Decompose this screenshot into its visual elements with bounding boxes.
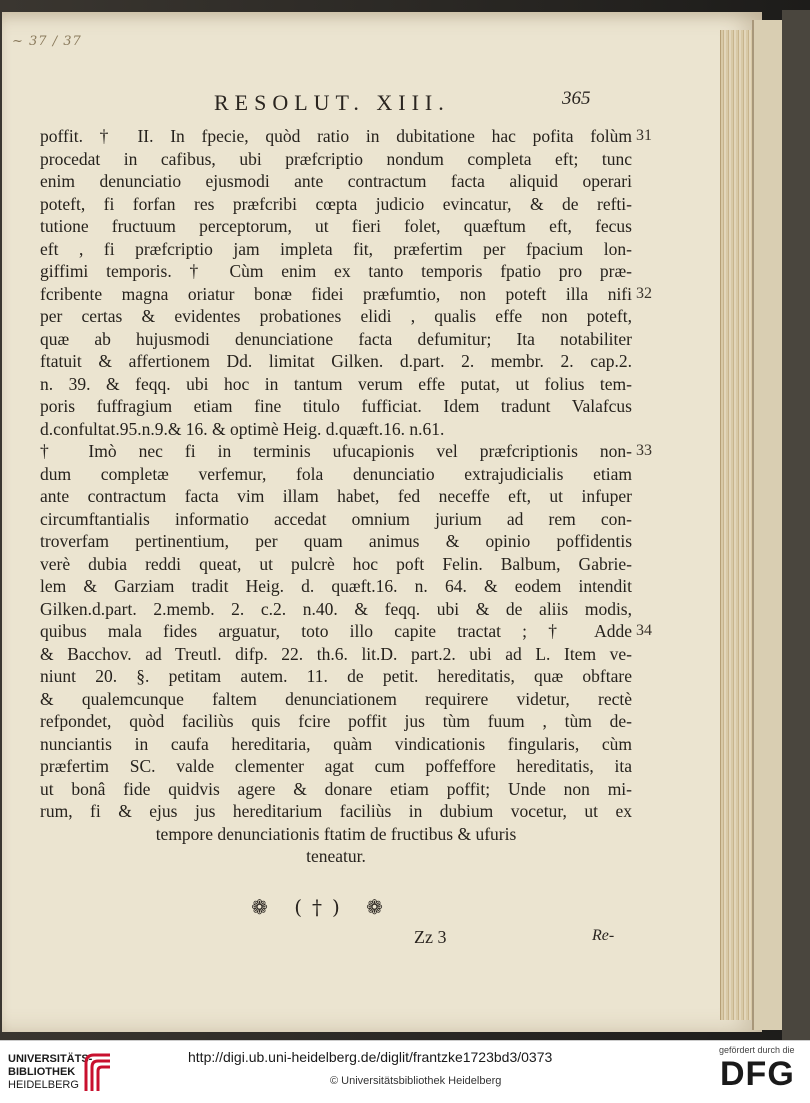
scan-background: [782, 10, 810, 1040]
margin-number: 31: [636, 127, 652, 144]
library-emblem-icon: [82, 1051, 114, 1093]
text-line: dum completæ verfemur, fola denunciatio extrajudicialis etiam: [40, 463, 632, 484]
ornament: ❁ (†) ❁: [251, 895, 393, 919]
book-cover-edge: [752, 20, 784, 1030]
text-line: fcribente magna oriatur bonæ fidei præfumtio, non poteft illa nifi: [40, 283, 632, 304]
text-line: quæ ab hujusmodi denunciatione facta defumitur; Ita notabiliter: [40, 328, 632, 349]
viewer-footer: [0, 1040, 810, 1103]
margin-number: 32: [636, 284, 652, 302]
text-line: tempore denunciationis ftatim de fructibus & ufuris: [155, 823, 517, 844]
text-line: enim denunciatio ejusmodi ante contractum facta aliquid operari: [40, 171, 632, 191]
margin-number: 33: [636, 442, 652, 459]
corner-handwriting: ~ 37 / 37: [12, 34, 82, 49]
permalink-url[interactable]: http://digi.ub.uni-heidelberg.de/diglit/frantzke1723bd3/0373: [188, 1049, 553, 1065]
running-header: [2, 82, 722, 115]
text-line: verè dubia reddi queat, ut pulcrè hoc poft Felin. Balbum, Gabrie-: [40, 553, 632, 574]
margin-number: 34: [636, 622, 652, 639]
text-line: eft , fi præfcriptio jam impleta fit, præfertim per fpacium lon-: [40, 238, 632, 259]
text-line: poteft, fi forfan res præfcribi cœpta judicio evincatur, & de refti-: [40, 193, 632, 214]
text-line: refpondet, quòd faciliùs quis fcire poffit jus tùm fuum , tùm de-: [40, 711, 632, 731]
text-line: Gilken.d.part. 2.memb. 2. c.2. n.40. & feqq. ubi & de aliis modis,: [40, 598, 632, 619]
text-line: & Bacchov. ad Treutl. difp. 22. th.6. lit.D. part.2. ubi ad L. Item ve-: [40, 643, 632, 664]
library-name-line1: UNIVERSITÄTS-: [8, 1053, 93, 1065]
catchword: Re-: [592, 927, 615, 944]
text-line: lem & Garziam tradit Heig. d. quæft.16. n. 64. & eodem intendit: [40, 576, 632, 596]
text-line: teneatur.: [306, 846, 366, 866]
text-line: d.confultat.95.n.9.& 16. & optimè Heig. d.quæft.16. n.61.: [40, 418, 445, 439]
copyright-notice: © Universitätsbibliothek Heidelberg: [330, 1075, 502, 1087]
text-line: & qualemcunque faltem denunciationem requirere videtur, rectè: [40, 688, 632, 709]
dfg-funding-label: gefördert durch die: [719, 1045, 795, 1055]
header-title: RESOLUT. XIII.: [214, 90, 450, 115]
body-text: [40, 125, 632, 868]
text-line: circumftantialis informatio accedat omnium jurium ad rem con-: [40, 508, 632, 529]
text-line: niunt 20. §. petitam autem. 11. de petit. hereditatis, quæ obftare: [40, 666, 632, 686]
library-name-line3: HEIDELBERG: [8, 1079, 79, 1091]
text-line: procedat in cafibus, ubi præfcriptio nondum completa eft; tunc: [40, 148, 632, 169]
text-line: ante contractum facta vim illam habet, fed neceffe eft, ut infuper: [40, 486, 632, 506]
text-line: nunciantis in caufa hereditaria, quàm vindicationis fingularis, cùm: [40, 733, 632, 754]
text-line: † Imò nec fi in terminis ufucapionis vel præfcriptionis non-: [40, 441, 632, 461]
page-number: 365: [562, 88, 591, 109]
text-line: ut bonâ fide quidvis agere & donare etiam poffit; Unde non mi-: [40, 778, 632, 799]
text-line: per certas & evidentes probationes elidi , qualis effe non poteft,: [40, 306, 632, 326]
text-line: giffimi temporis. † Cùm enim ex tanto temporis fpatio pro præ-: [40, 261, 632, 281]
signature-mark: Zz 3: [414, 927, 447, 947]
dfg-logo[interactable]: DFG: [720, 1055, 795, 1093]
text-line: ftatuit & affertionem Dd. limitat Gilken. d.part. 2. membr. 2. cap.2.: [40, 351, 632, 371]
text-line: quibus mala fides arguatur, toto illo capite tractat ; † Adde: [40, 621, 632, 641]
text-line: poffit. † II. In fpecie, quòd ratio in dubitatione hac pofita folùm: [40, 126, 632, 146]
book-page: [2, 12, 762, 1032]
page-edges: [720, 30, 753, 1020]
text-line: tutione fructuum perceptorum, ut fieri folet, quæftum eft, fecus: [40, 216, 632, 236]
text-line: troverfam pertinentium, per quam animus & opinio poffidentis: [40, 531, 632, 551]
text-line: poris fuffragium etiam fine titulo fufficiat. Idem tradunt Valafcus: [40, 396, 632, 416]
library-name-line2: BIBLIOTHEK: [8, 1066, 76, 1078]
text-line: n. 39. & feqq. ubi hoc in tantum verum effe putat, ut folius tem-: [40, 373, 632, 394]
text-line: præfertim SC. valde clementer agat cum poffeffore hereditatis, ita: [40, 756, 632, 776]
text-line: rum, fi & ejus jus hereditarium faciliùs in dubium vocetur, ut ex: [40, 801, 632, 821]
